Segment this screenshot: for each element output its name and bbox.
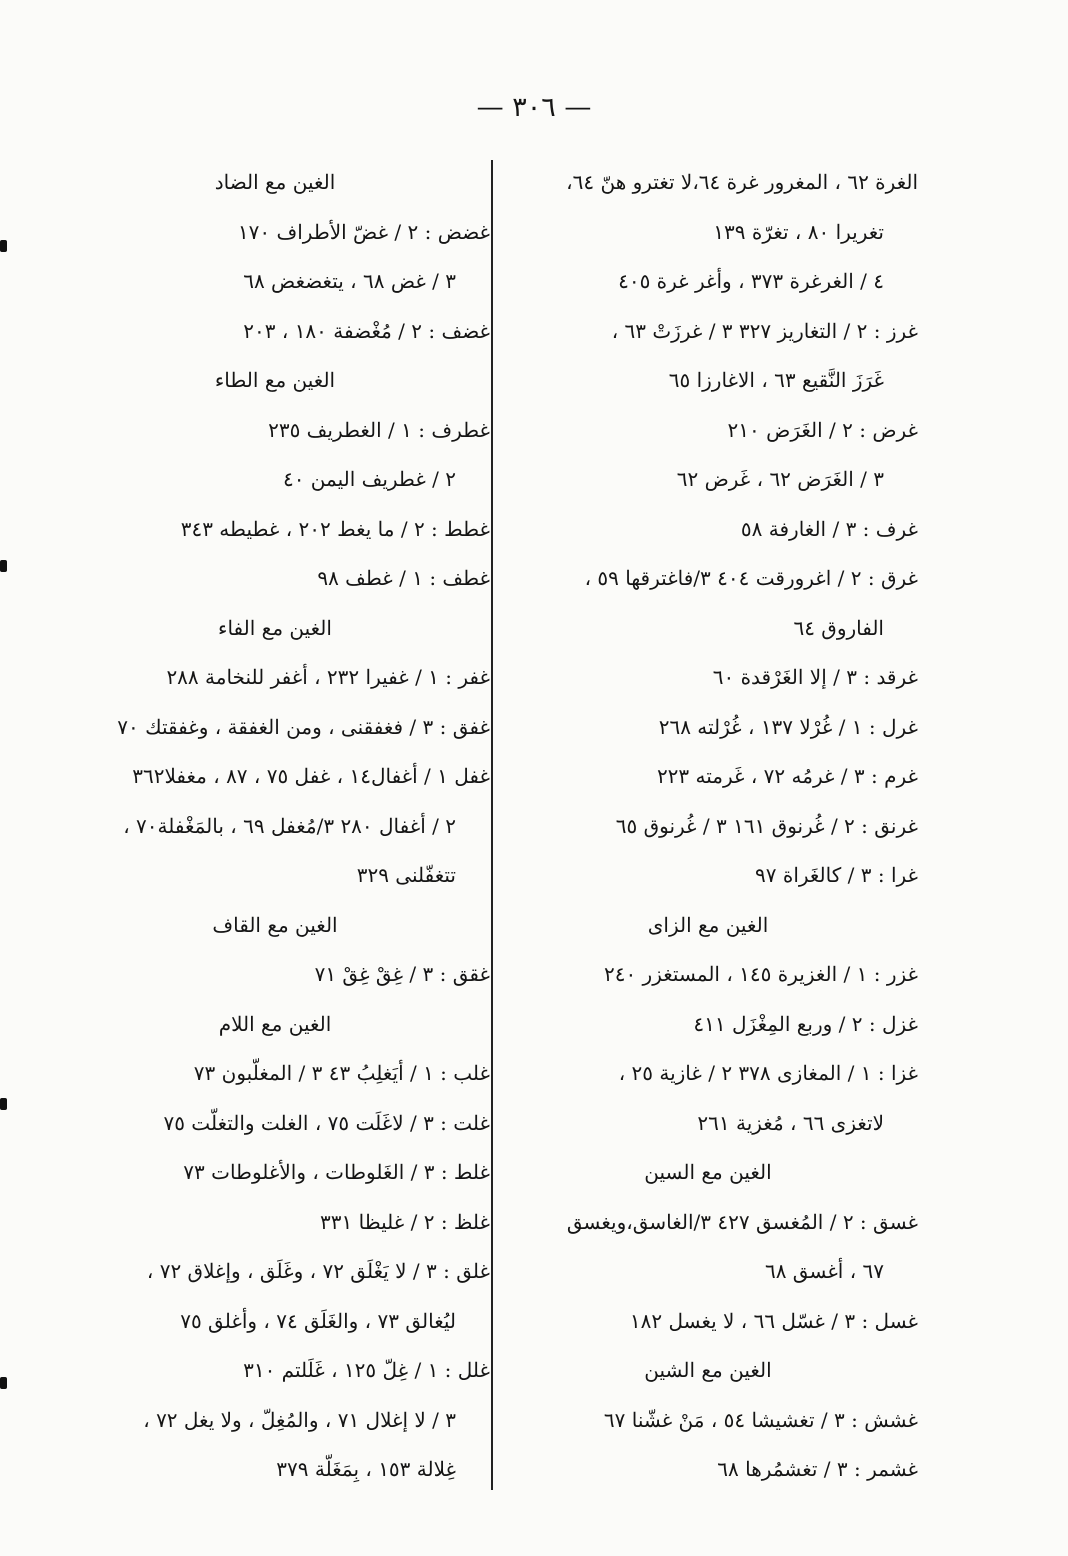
page-number: — ٣٠٦ — bbox=[476, 92, 592, 123]
index-entry: غرض : ٢ / الغَرَض ٢١٠ bbox=[727, 417, 918, 442]
index-entry: غلت : ٣ / لاغَلَت ٧٥ ، الغلت والتغلّت ٧٥ bbox=[163, 1110, 490, 1135]
index-entry: غلط : ٣ / الغَلوطات ، والأغلوطات ٧٣ bbox=[183, 1160, 490, 1184]
index-entry: ٣ / الغَرَض ٦٢ ، غَرض ٦٢ bbox=[676, 467, 884, 491]
index-entry: غفل ١ / أغفال١٤ ، غفل ٧٥ ، ٨٧ ، مغفلا٣٦٢ bbox=[132, 764, 490, 788]
index-entry: تتغفّلنى ٣٢٩ bbox=[356, 863, 456, 887]
index-entry: غسل : ٣ / غسّل ٦٦ ، لا يغسل ١٨٢ bbox=[629, 1308, 918, 1333]
index-entry: غسق : ٢ / المُغسق ٤٢٧ ٣/الغاسق،ويغسق bbox=[566, 1209, 918, 1234]
index-entry: غرز : ٢ / التغاريز ٣٢٧ ٣ / غرزَتْ ٦٣ ، bbox=[611, 318, 918, 343]
index-entry: غضض : ٢ / غضّ الأطراف ١٧٠ bbox=[237, 219, 490, 244]
index-entry: غشش : ٣ / تغشيشا ٥٤ ، مَنْ غشّنا ٦٧ bbox=[603, 1407, 918, 1432]
section-heading: الغين مع الشين bbox=[644, 1358, 772, 1382]
index-entry: الفاروق ٦٤ bbox=[793, 615, 884, 640]
index-entry: غطف : ١ / غطف ٩٨ bbox=[317, 566, 490, 590]
index-entry: الغرة ٦٢ ، المغرور غرة ٦٤،لا تغترو هنّ ٦٤، bbox=[566, 170, 918, 194]
index-entry: ليُغالق ٧٣ ، والغَلَق ٧٤ ، وأغلق ٧٥ bbox=[180, 1308, 456, 1333]
index-entry: غزا : ١ / المغازى ٣٧٨ ٢ / غازية ٢٥ ، bbox=[618, 1061, 918, 1085]
index-entry: غَرَزَ النَّقيع ٦٣ ، الاغارزا ٦٥ bbox=[668, 368, 884, 392]
index-entry: لاتغزى ٦٦ ، مُغزية ٢٦١ bbox=[697, 1110, 884, 1135]
index-entry: غفر : ١ / غفيرا ٢٣٢ ، أغفر للنخامة ٢٨٨ bbox=[166, 665, 490, 689]
column-divider bbox=[491, 160, 493, 1490]
index-entry: غرنق : ٢ / غُرنوق ١٦١ ٣ / غُرنوق ٦٥ bbox=[615, 813, 918, 838]
section-heading: الغين مع الضاد bbox=[214, 170, 336, 194]
index-entry: غرا : ٣ / كالغَراة ٩٧ bbox=[755, 863, 918, 887]
index-entry: غرل : ١ / غُرْلا ١٣٧ ، غُرْلته ٢٦٨ bbox=[658, 714, 918, 739]
index-entry: غرق : ٢ / اغرورقت ٤٠٤ ٣/فاغترقها ٥٩ ، bbox=[584, 566, 918, 590]
index-entry: غلل : ١ / غِلّ ١٢٥ ، غَلَلتم ٣١٠ bbox=[243, 1358, 490, 1382]
index-entry: غطط : ٢ / ما يغط ٢٠٢ ، غطيطه ٣٤٣ bbox=[180, 516, 490, 541]
section-heading: الغين مع القاف bbox=[212, 912, 338, 937]
index-entry: ٣ / غض ٦٨ ، يتغضغض ٦٨ bbox=[243, 269, 456, 293]
index-entry: غشمر : ٣ / تغشمُرها ٦٨ bbox=[717, 1457, 918, 1481]
right-column bbox=[498, 158, 918, 1495]
index-entry: غطرف : ١ / الغطريف ٢٣٥ bbox=[268, 417, 490, 442]
index-entry: غقق : ٣ / غِقْ غِقْ ٧١ bbox=[314, 962, 490, 986]
index-entry: غلظ : ٢ / غليظا ٣٣١ bbox=[320, 1209, 490, 1234]
index-entry: غزل : ٢ / وربع المِغْزَل ٤١١ bbox=[693, 1011, 918, 1036]
index-entry: غرف : ٣ / الغارفة ٥٨ bbox=[740, 516, 918, 541]
index-entry: غفق : ٣ / فغفقنى ، ومن الغفقة ، وغفقتك ٧٠ bbox=[117, 714, 490, 739]
index-entry: غرقد : ٣ / إلا الغَرْقدة ٦٠ bbox=[712, 665, 918, 689]
index-entry: تغريرا ٨٠ ، تغرّة ١٣٩ bbox=[713, 219, 884, 244]
index-entry: غِلالة ١٥٣ ، بِمَغَلّة ٣٧٩ bbox=[276, 1457, 456, 1481]
index-entry: ٦٧ ، أغسق ٦٨ bbox=[764, 1259, 884, 1283]
left-column bbox=[60, 158, 490, 1495]
index-entry: غضف : ٢ / مُغْضفة ١٨٠ ، ٢٠٣ bbox=[243, 318, 490, 343]
edge-mark bbox=[0, 1098, 7, 1110]
section-heading: الغين مع السين bbox=[644, 1160, 772, 1184]
section-heading: الغين مع الزاى bbox=[647, 912, 769, 937]
index-entry: غلب : ١ / أيَغلِبُ ٤٣ ٣ / المغلّبون ٧٣ bbox=[193, 1061, 490, 1085]
section-heading: الغين مع الطاء bbox=[214, 368, 336, 392]
index-entry: ٢ / غطريف اليمن ٤٠ bbox=[282, 467, 456, 491]
index-entry: ٢ / أغفال ٢٨٠ ٣/مُغفل ٦٩ ، بالمَغْفلة٧٠ ، bbox=[123, 813, 456, 838]
index-entry: ٣ / لا إغلال ٧١ ، والمُغِلّ ، ولا يغل ٧٢ ، bbox=[143, 1407, 456, 1432]
edge-mark bbox=[0, 560, 7, 572]
edge-mark bbox=[0, 1377, 7, 1389]
index-entry: ٤ / الغرغرة ٣٧٣ ، وأغر غرة ٤٠٥ bbox=[618, 269, 884, 293]
index-entry: غلق : ٣ / لا يَغْلَق ٧٢ ، وغَلَق ، وإغلاق ٧٢ ، bbox=[146, 1259, 490, 1283]
section-heading: الغين مع اللام bbox=[218, 1011, 332, 1036]
section-heading: الغين مع الفاء bbox=[218, 615, 332, 640]
index-entry: غرم : ٣ / غرمُه ٧٢ ، غَرمته ٢٢٣ bbox=[656, 764, 918, 788]
edge-mark bbox=[0, 240, 7, 252]
index-entry: غزر : ١ / الغزيرة ١٤٥ ، المستغزر ٢٤٠ bbox=[603, 962, 918, 986]
